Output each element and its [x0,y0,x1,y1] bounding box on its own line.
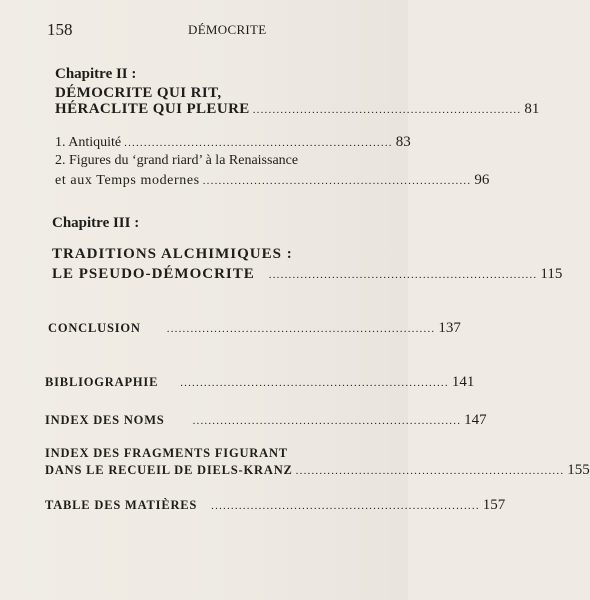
toc-entry-label: BIBLIOGRAPHIE [45,375,159,389]
leader-dots: .................................................................... [166,323,436,335]
leader-dots: .................................................................... [180,377,449,389]
toc-entry-label: CONCLUSION [48,321,141,335]
chapter-2-page: 81 [524,101,540,117]
page-number: 158 [47,20,73,39]
toc-index-fragments-line1: INDEX DES FRAGMENTS FIGURANT [45,446,288,460]
toc-entry-page: 157 [482,497,506,513]
toc-index-noms [45,412,487,429]
chapter-2-title-line1: DÉMOCRITE QUI RIT, [55,85,222,101]
toc-bibliographie [45,374,475,391]
chapter-2-title-row [55,101,540,118]
toc-entry-label: DANS LE RECUEIL DE DIELS-KRANZ [45,463,293,477]
toc-entry-page: 137 [438,320,461,336]
chapter-3-title-line1: TRADITIONS ALCHIMIQUES : [52,246,293,262]
toc-entry-figures-line1: 2. Figures du ‘grand riard’ à la Renaissance [55,153,299,168]
leader-dots: .................................................................... [252,104,522,116]
toc-entry-page: 83 [395,134,411,150]
toc-entry-page: 147 [464,412,487,428]
chapter-3-title-line2: LE PSEUDO-DÉMOCRITE [52,266,255,282]
toc-entry-label: TABLE DES MATIÈRES [45,498,198,512]
chapter-3-title-row [52,266,563,283]
chapter-2-label: Chapitre II : [55,66,137,82]
toc-entry-label: INDEX DES NOMS [45,413,165,427]
toc-entry-page: 96 [474,172,490,188]
running-header-title: DÉMOCRITE [188,22,267,37]
toc-index-fragments [45,462,590,479]
toc-entry-page: 155 [567,462,590,478]
chapter-3-page: 115 [540,266,563,282]
leader-dots: .................................................................... [202,175,472,187]
toc-entry-figures [55,172,490,189]
toc-entry-label: 1. Antiquité [55,135,122,150]
toc-conclusion [48,320,461,337]
toc-entry-antiquite [55,134,411,151]
toc-entry-label: et aux Temps modernes [55,173,200,188]
chapter-2-title-line2: HÉRACLITE QUI PLEURE [55,101,250,117]
leader-dots: .................................................................... [192,415,462,427]
toc-table-matieres [45,497,506,514]
leader-dots: .................................................................... [211,500,480,512]
leader-dots: .................................................................... [124,137,393,149]
toc-entry-page: 141 [451,374,475,390]
leader-dots: .................................................................... [295,465,565,477]
chapter-3-label: Chapitre III : [52,215,140,231]
leader-dots: .................................................................... [268,269,538,281]
